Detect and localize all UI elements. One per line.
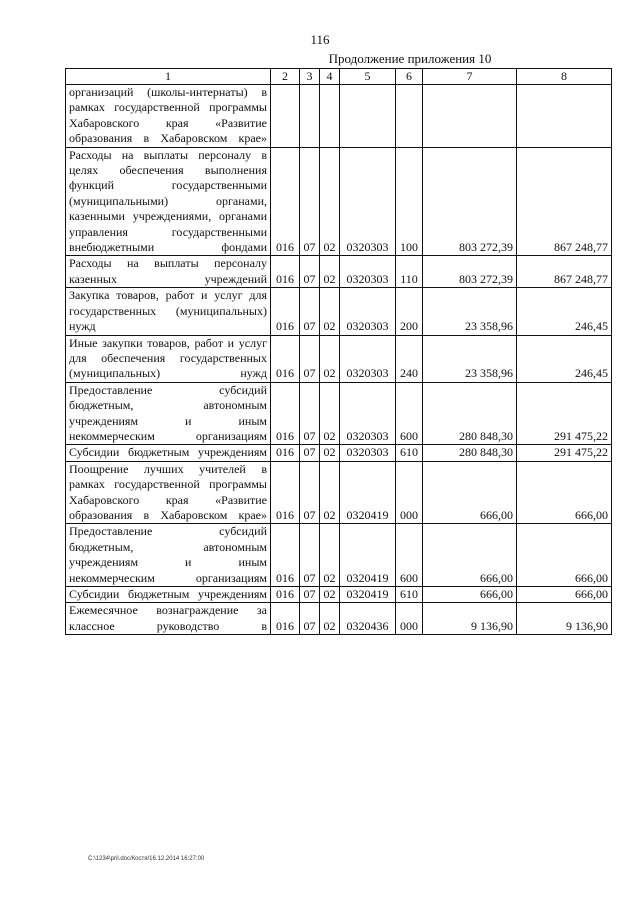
row-cell-c4: 02 [320, 587, 340, 603]
budget-table [65, 68, 612, 635]
row-cell-c5 [340, 85, 396, 148]
row-cell-c8: 291 475,22 [517, 445, 612, 461]
row-cell-c5: 0320419 [340, 587, 396, 603]
row-cell-c2: 016 [271, 147, 300, 256]
table-header-row [66, 69, 612, 85]
row-cell-c4: 02 [320, 524, 340, 587]
row-cell-c4: 02 [320, 603, 340, 635]
row-cell-c8: 246,45 [517, 335, 612, 382]
row-cell-c7: 23 358,96 [423, 288, 517, 335]
row-cell-c8: 666,00 [517, 524, 612, 587]
row-cell-c4 [320, 85, 340, 148]
table-row [66, 147, 612, 256]
column-header: 2 [271, 69, 300, 85]
row-cell-c7: 280 848,30 [423, 382, 517, 445]
column-header: 8 [517, 69, 612, 85]
row-cell-c7 [423, 85, 517, 148]
row-cell-c6: 610 [396, 587, 423, 603]
row-cell-c7: 803 272,39 [423, 147, 517, 256]
row-name-cell: Субсидии бюджетным учреждениям [66, 445, 271, 461]
row-cell-c7: 280 848,30 [423, 445, 517, 461]
column-header: 6 [396, 69, 423, 85]
table-row [66, 524, 612, 587]
row-cell-c6 [396, 85, 423, 148]
row-cell-c3 [300, 85, 320, 148]
table-row [66, 288, 612, 335]
row-cell-c5: 0320303 [340, 288, 396, 335]
table-row [66, 603, 612, 635]
row-name-cell: Поощрение лучших учителей в рамках государственной программы Хабаровского края «Развитие образования в Хабаровском крае» [66, 461, 271, 524]
row-cell-c3: 07 [300, 587, 320, 603]
table-row [66, 587, 612, 603]
row-cell-c3: 07 [300, 445, 320, 461]
row-cell-c8: 666,00 [517, 587, 612, 603]
row-cell-c6: 240 [396, 335, 423, 382]
row-cell-c5: 0320303 [340, 335, 396, 382]
row-cell-c5: 0320419 [340, 524, 396, 587]
row-cell-c4: 02 [320, 147, 340, 256]
row-cell-c7: 666,00 [423, 587, 517, 603]
row-cell-c3: 07 [300, 147, 320, 256]
row-cell-c6: 110 [396, 256, 423, 288]
row-cell-c2: 016 [271, 382, 300, 445]
table-row [66, 461, 612, 524]
row-cell-c8: 666,00 [517, 461, 612, 524]
row-cell-c8: 867 248,77 [517, 256, 612, 288]
row-cell-c2: 016 [271, 256, 300, 288]
column-header: 7 [423, 69, 517, 85]
row-cell-c8: 867 248,77 [517, 147, 612, 256]
row-cell-c2: 016 [271, 288, 300, 335]
row-cell-c6: 200 [396, 288, 423, 335]
row-name-cell: Расходы на выплаты персоналу в целях обеспечения выполнения функций государственными (муниципальными) органами, казенными учреждениями, органами управления государственными внебюджетными фондами [66, 147, 271, 256]
row-cell-c5: 0320303 [340, 256, 396, 288]
row-cell-c3: 07 [300, 288, 320, 335]
footer-file-path: C:\1234\pril.doc/Костя/16.12.2014 16:27:00 [88, 856, 205, 862]
row-cell-c3: 07 [300, 461, 320, 524]
column-header: 5 [340, 69, 396, 85]
row-cell-c8: 291 475,22 [517, 382, 612, 445]
row-cell-c6: 600 [396, 524, 423, 587]
row-cell-c2 [271, 85, 300, 148]
row-cell-c8 [517, 85, 612, 148]
row-cell-c2: 016 [271, 335, 300, 382]
row-cell-c3: 07 [300, 256, 320, 288]
row-name-cell: Иные закупки товаров, работ и услуг для обеспечения государственных (муниципальных) нужд [66, 335, 271, 382]
table-row [66, 256, 612, 288]
row-name-cell: организаций (школы-интернаты) в рамках государственной программы Хабаровского края «Развитие образования в Хабаровском крае» [66, 85, 271, 148]
row-cell-c7: 666,00 [423, 461, 517, 524]
row-cell-c6: 000 [396, 603, 423, 635]
table-body [66, 85, 612, 635]
table-row [66, 445, 612, 461]
row-cell-c2: 016 [271, 587, 300, 603]
table-row [66, 335, 612, 382]
row-cell-c3: 07 [300, 524, 320, 587]
row-cell-c5: 0320303 [340, 445, 396, 461]
row-name-cell: Субсидии бюджетным учреждениям [66, 587, 271, 603]
table-row [66, 382, 612, 445]
table-row [66, 85, 612, 148]
row-cell-c4: 02 [320, 288, 340, 335]
column-header: 1 [66, 69, 271, 85]
row-cell-c8: 9 136,90 [517, 603, 612, 635]
row-cell-c8: 246,45 [517, 288, 612, 335]
row-name-cell: Предоставление субсидий бюджетным, автономным учреждениям и иным некоммерческим организациям [66, 382, 271, 445]
row-cell-c4: 02 [320, 382, 340, 445]
row-cell-c3: 07 [300, 382, 320, 445]
row-cell-c5: 0320303 [340, 382, 396, 445]
row-cell-c6: 610 [396, 445, 423, 461]
row-cell-c2: 016 [271, 461, 300, 524]
row-cell-c4: 02 [320, 445, 340, 461]
row-cell-c6: 100 [396, 147, 423, 256]
row-cell-c7: 9 136,90 [423, 603, 517, 635]
row-cell-c3: 07 [300, 335, 320, 382]
page-number: 116 [310, 32, 330, 47]
row-cell-c7: 803 272,39 [423, 256, 517, 288]
row-name-cell: Закупка товаров, работ и услуг для государственных (муниципальных) нужд [66, 288, 271, 335]
row-name-cell: Расходы на выплаты персоналу казенных учреждений [66, 256, 271, 288]
row-cell-c6: 000 [396, 461, 423, 524]
row-cell-c4: 02 [320, 256, 340, 288]
row-cell-c6: 600 [396, 382, 423, 445]
row-cell-c7: 666,00 [423, 524, 517, 587]
row-cell-c2: 016 [271, 524, 300, 587]
row-cell-c2: 016 [271, 603, 300, 635]
row-cell-c4: 02 [320, 461, 340, 524]
row-cell-c4: 02 [320, 335, 340, 382]
row-cell-c3: 07 [300, 603, 320, 635]
row-cell-c5: 0320303 [340, 147, 396, 256]
row-name-cell: Ежемесячное вознаграждение за классное руководство в [66, 603, 271, 635]
row-name-cell: Предоставление субсидий бюджетным, автономным учреждениям и иным некоммерческим организациям [66, 524, 271, 587]
column-header: 4 [320, 69, 340, 85]
row-cell-c5: 0320436 [340, 603, 396, 635]
row-cell-c5: 0320419 [340, 461, 396, 524]
row-cell-c7: 23 358,96 [423, 335, 517, 382]
row-cell-c2: 016 [271, 445, 300, 461]
column-header: 3 [300, 69, 320, 85]
continuation-title: Продолжение приложения 10 [328, 51, 492, 66]
